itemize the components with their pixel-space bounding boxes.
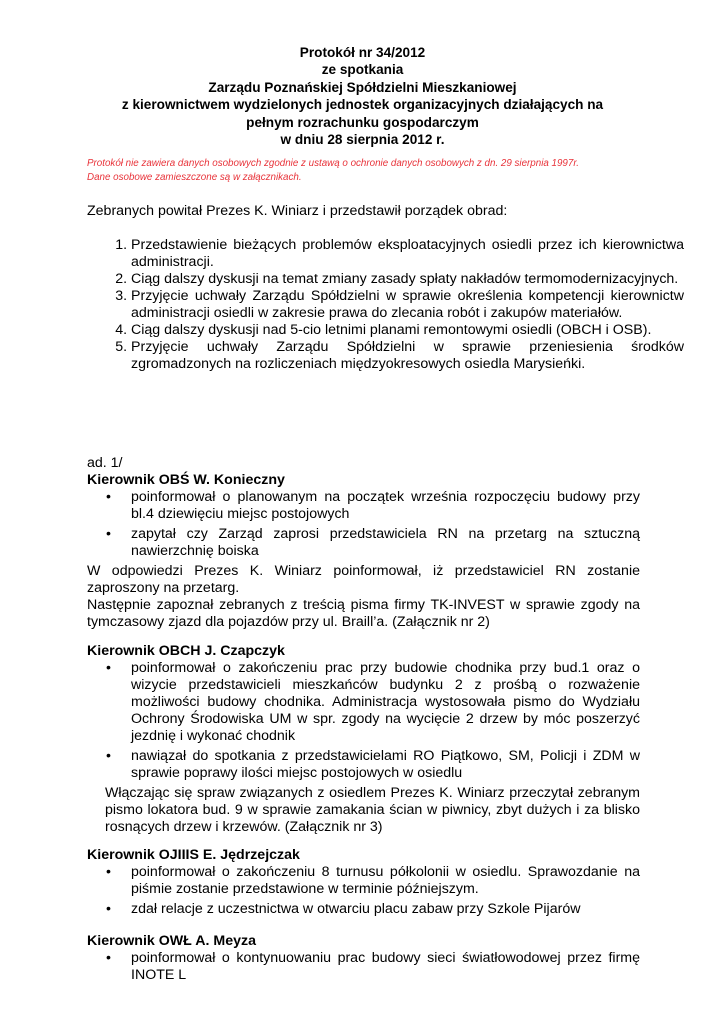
privacy-note-line-2: Dane osobowe zamieszczone są w załącznikach. <box>87 172 302 183</box>
section-heading-obs: Kierownik OBŚ W. Konieczny <box>87 472 285 488</box>
section-heading-obch: Kierownik OBCH J. Czapczyk <box>87 643 285 659</box>
section-obs <box>87 472 640 631</box>
agenda-item: 5. Przyjęcie uchwały Zarządu Spółdzielni w sprawie przeniesienia środków zgromadzonych na rozliczeniach międzyokresowych osiedla Marysieńki. <box>131 339 684 373</box>
section-owl <box>87 933 640 987</box>
title-line-2: ze spotkania <box>321 62 404 78</box>
list-item <box>106 748 640 782</box>
section-heading-owl: Kierownik OWŁ A. Meyza <box>87 933 256 949</box>
list-item-text: zapytał czy Zarząd zaprosi przedstawiciela RN na przetarg na sztuczną nawierzchnię boiska <box>131 526 640 559</box>
agenda-item: 3. Przyjęcie uchwały Zarządu Spółdzielni w sprawie określenia kompetencji kierownictw administracji osiedli w zakresie prawa do zlecania robót i zakupów materiałów. <box>131 288 684 322</box>
list-item-text: zdał relacje z uczestnictwa w otwarciu placu zabaw przy Szkole Pijarów <box>131 901 581 917</box>
paragraph-obch-letter: Włączając się spraw związanych z osiedlem Prezes K. Winiarz przeczytał zebranym pismo lokatora bud. 9 w sprawie zamakania ścian w piwnicy, zbyt dużych i za blisko rosnących drzew i krzewów. (Załącznik nr 3) <box>105 785 640 835</box>
title-line-5: pełnym rozrachunku gospodarczym <box>246 114 479 130</box>
bullet-icon: • <box>106 950 111 966</box>
bullet-list-obs <box>87 489 640 560</box>
title-line-6: w dniu 28 sierpnia 2012 r. <box>280 132 445 148</box>
bullet-list-owl <box>87 950 640 984</box>
list-item-text: poinformował o zakończeniu prac przy budowie chodnika przy bud.1 oraz o wizycie przedstawicieli mieszkańców budynku 2 z prośbą o rozważenie możliwości budowy chodnika. Administracja wystosowała pismo do Wydziału Ochrony Środowiska UM w spr. zgody na wycięcie 2 drzew by móc poszerzyć jezdnię i wykonać chodnik <box>131 660 640 744</box>
section-marker-ad1: ad. 1/ <box>87 455 123 471</box>
agenda-item: 1. Przedstawienie bieżących problemów eksploatacyjnych osiedli przez ich kierownictwa administracji. <box>131 237 684 271</box>
intro-paragraph: Zebranych powitał Prezes K. Winiarz i przedstawił porządek obrad: <box>87 203 508 219</box>
list-item-text: poinformował o planowanym na początek września rozpoczęciu budowy przy bl.4 dziewięciu miejsc postojowych <box>131 489 640 522</box>
bullet-list-ojiiis <box>87 864 640 918</box>
agenda-item: 4. Ciąg dalszy dyskusji nad 5-cio letnimi planami remontowymi osiedli (OBCH i OSB). <box>131 322 684 339</box>
list-item-text: poinformował o zakończeniu 8 turnusu półkolonii w osiedlu. Sprawozdanie na piśmie zostanie przedstawione w terminie późniejszym. <box>131 864 640 897</box>
protocol-title <box>90 44 635 148</box>
list-item <box>106 950 640 984</box>
list-item <box>106 901 640 918</box>
section-ojiiis <box>87 847 640 921</box>
agenda-item: 2. Ciąg dalszy dyskusji na temat zmiany zasady spłaty nakładów termomodernizacyjnych. <box>131 271 684 288</box>
privacy-note-line-1: Protokół nie zawiera danych osobowych zgodnie z ustawą o ochronie danych osobowych z dn. 29 sierpnia 1997r. <box>87 158 579 169</box>
bullet-icon: • <box>106 526 111 542</box>
bullet-icon: • <box>106 489 111 505</box>
paragraph-obs-response: W odpowiedzi Prezes K. Winiarz poinformował, iż przedstawiciel RN zostanie zaproszony na przetarg. <box>87 563 640 596</box>
list-item <box>106 489 640 523</box>
list-item-text: nawiązał do spotkania z przedstawicielami RO Piątkowo, SM, Policji i ZDM w sprawie poprawy ilości miejsc postojowych w osiedlu <box>131 748 640 781</box>
bullet-list-obch <box>87 660 640 782</box>
list-item <box>106 526 640 560</box>
list-item-text: poinformował o kontynuowaniu prac budowy sieci światłowodowej przez firmę INOTE L <box>131 950 640 983</box>
section-heading-ojiiis: Kierownik OJIIIS E. Jędrzejczak <box>87 847 300 863</box>
agenda-list <box>87 237 684 373</box>
bullet-icon: • <box>106 748 111 764</box>
title-line-4: z kierownictwem wydzielonych jednostek organizacyjnych działających na <box>121 97 604 113</box>
privacy-note <box>87 157 647 185</box>
paragraph-obs-letter: Następnie zapoznał zebranych z treścią pisma firmy TK-INVEST w sprawie zgody na tymczasowy zjazd dla pojazdów przy ul. Braill’a. (Załącznik nr 2) <box>87 597 640 630</box>
bullet-icon: • <box>106 660 111 676</box>
bullet-icon: • <box>106 901 111 917</box>
title-line-3: Zarządu Poznańskiej Spółdzielni Mieszkaniowej <box>208 79 517 95</box>
list-item <box>106 660 640 745</box>
bullet-icon: • <box>106 864 111 880</box>
title-line-1: Protokół nr 34/2012 <box>299 45 426 60</box>
section-obch <box>87 643 640 836</box>
list-item <box>106 864 640 898</box>
